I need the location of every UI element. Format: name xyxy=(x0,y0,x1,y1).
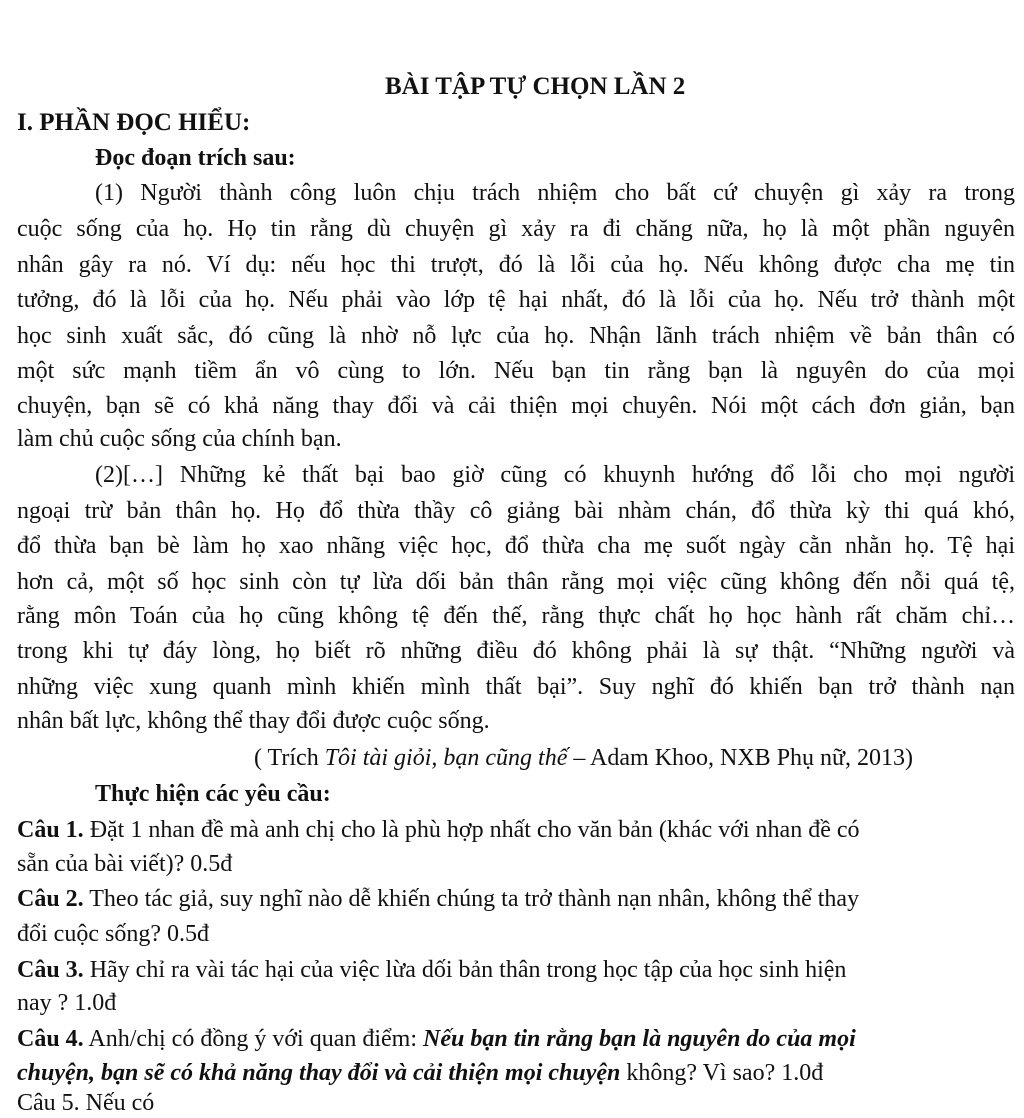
passage2-line: đổ thừa bạn bè làm họ xao nhãng việc học, đổ thừa cha mẹ suốt ngày cằn nhằn họ. Tệ hại xyxy=(17,533,1015,559)
passage2-line: rằng môn Toán của họ cũng không tệ đến thế, rằng thực chất họ học hành rất chăm chỉ… xyxy=(17,603,1015,629)
section-heading: I. PHẦN ĐỌC HIỂU: xyxy=(17,109,251,136)
question-quote: Nếu bạn tin rằng bạn là nguyên do của mọi xyxy=(423,1026,856,1052)
passage2-line: những việc xung quanh mình khiến mình thất bại”. Suy nghĩ đó khiến bạn trở thành nạn xyxy=(17,674,1015,700)
passage1-line: một sức mạnh tiềm ẩn vô cùng to lớn. Nếu bạn tin rằng bạn là nguyên do của mọi xyxy=(17,358,1015,384)
passage1-line: chuyện, bạn sẽ có khả năng thay đổi và cải thiện mọi chuyên. Nói một cách đơn giản, bạn xyxy=(17,393,1015,419)
cut-off-line xyxy=(17,1088,317,1116)
question-label: Câu 3. xyxy=(17,957,84,983)
question-2 xyxy=(17,884,859,914)
cut-off-text: Câu 5. Nếu có xyxy=(17,1090,155,1116)
passage2-line: hơn cả, một số học sinh còn tự lừa dối bản thân rằng mọi việc cũng không đến nỗi quá tệ, xyxy=(17,569,1015,595)
passage2-line: (2)[…] Những kẻ thất bại bao giờ cũng có khuynh hướng đổ lỗi cho mọi người xyxy=(95,462,1015,488)
passage1-line: nhân gây ra nó. Ví dụ: nếu học thi trượt, đó là lỗi của họ. Nếu không được cha mẹ tin xyxy=(17,252,1015,278)
question-label: Câu 4. xyxy=(17,1026,84,1052)
question-text: Theo tác giả, suy nghĩ nào dễ khiến chúng ta trở thành nạn nhân, không thể thay xyxy=(83,886,860,912)
passage2-line: nhân bất lực, không thể thay đổi được cuộc sống. xyxy=(17,708,490,734)
question-text: Hãy chỉ ra vài tác hại của việc lừa dối bản thân trong học tập của học sinh hiện xyxy=(83,957,847,983)
question-4 xyxy=(17,1024,856,1054)
question-label: Câu 1. xyxy=(17,817,84,843)
passage1-line: làm chủ cuộc sống của chính bạn. xyxy=(17,426,342,452)
question-text: Đặt 1 nhan đề mà anh chị cho là phù hợp nhất cho văn bản (khác với nhan đề có xyxy=(83,817,860,843)
citation-suffix: – Adam Khoo, NXB Phụ nữ, 2013) xyxy=(567,745,914,771)
citation-prefix: ( Trích xyxy=(254,745,325,771)
question-1 xyxy=(17,815,860,845)
question-text: không? Vì sao? 1.0đ xyxy=(620,1060,824,1086)
passage1-line: tưởng, đó là lỗi của họ. Nếu phải vào lớp tệ hại nhất, đó là lỗi của họ. Nếu trở thành một xyxy=(17,287,1015,313)
question-4-cont xyxy=(17,1058,823,1088)
tasks-heading: Thực hiện các yêu cầu: xyxy=(95,781,331,807)
question-3-cont: nay ? 1.0đ xyxy=(17,990,117,1016)
question-text: Anh/chị có đồng ý với quan điểm: xyxy=(83,1026,424,1052)
question-quote: chuyện, bạn sẽ có khả năng thay đổi và cải thiện mọi chuyện xyxy=(17,1060,621,1086)
question-3 xyxy=(17,955,846,985)
question-2-cont: đổi cuộc sống? 0.5đ xyxy=(17,921,209,947)
passage1-line: học sinh xuất sắc, đó cũng là nhờ nỗ lực của họ. Nhận lãnh trách nhiệm về bản thân có xyxy=(17,323,1015,349)
question-label: Câu 2. xyxy=(17,886,84,912)
reading-prompt: Đọc đoạn trích sau: xyxy=(95,145,296,171)
passage2-line: ngoại trừ bản thân họ. Họ đổ thừa thầy cô giảng bài nhàm chán, đổ thừa kỳ thi quá khó, xyxy=(17,498,1015,524)
passage1-line: cuộc sống của họ. Họ tin rằng dù chuyện gì xảy ra đi chăng nữa, họ là một phần nguyên xyxy=(17,216,1015,242)
citation xyxy=(254,743,913,773)
passage2-line: trong khi tự đáy lòng, họ biết rõ những điều đó không phải là sự thật. “Những người và xyxy=(17,638,1015,664)
question-1-cont: sẵn của bài viết)? 0.5đ xyxy=(17,851,233,877)
citation-work-title: Tôi tài giỏi, bạn cũng thế xyxy=(324,745,568,771)
document-title: BÀI TẬP TỰ CHỌN LẦN 2 xyxy=(385,73,686,100)
passage1-line: (1) Người thành công luôn chịu trách nhiệm cho bất cứ chuyện gì xảy ra trong xyxy=(95,180,1015,206)
